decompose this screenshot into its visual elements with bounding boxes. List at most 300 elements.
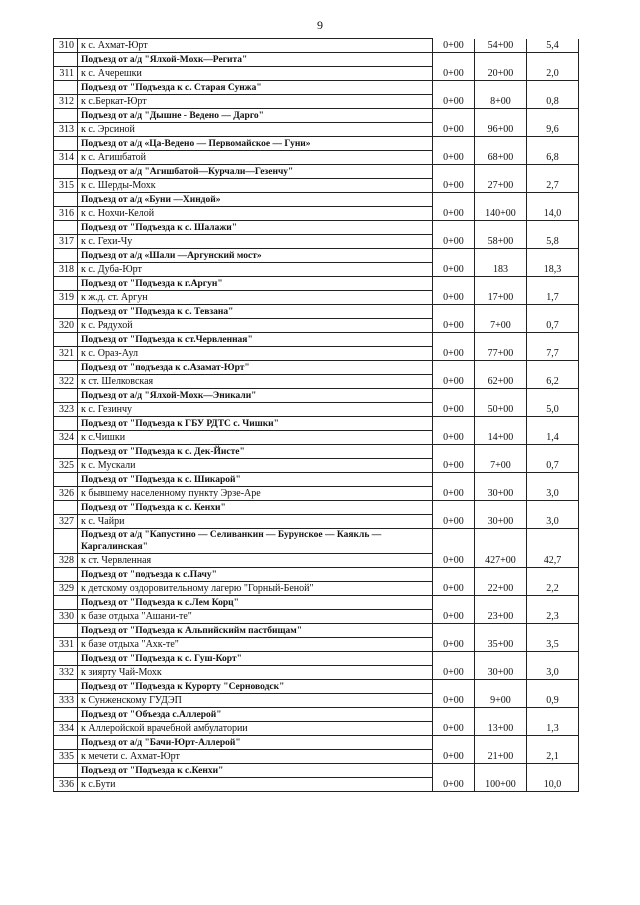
start-km: 0+00 <box>433 694 475 708</box>
start-km: 0+00 <box>433 179 475 193</box>
section-header-row <box>54 193 579 207</box>
table-row <box>54 459 579 473</box>
start-km <box>433 445 475 459</box>
end-km: 77+00 <box>475 347 527 361</box>
section-header-row <box>54 736 579 750</box>
table-row <box>54 291 579 305</box>
length-km <box>527 305 579 319</box>
start-km: 0+00 <box>433 263 475 277</box>
road-name: к с. Нохчи-Келой <box>78 207 433 221</box>
row-number: 329 <box>54 582 78 596</box>
start-km: 0+00 <box>433 638 475 652</box>
road-name: к с. Дуба-Юрт <box>78 263 433 277</box>
end-km <box>475 221 527 235</box>
start-km <box>433 277 475 291</box>
section-title: Подъезд от "Подъезда к Альпийскийм пастбищам" <box>78 624 433 638</box>
length-km: 2,0 <box>527 67 579 81</box>
length-km <box>527 501 579 515</box>
start-km: 0+00 <box>433 778 475 792</box>
section-title: Подъезд от а/д "Дышне - Ведено — Дарго" <box>78 109 433 123</box>
road-name: к базе отдыха "Ахк-те" <box>78 638 433 652</box>
start-km <box>433 361 475 375</box>
page-number: 9 <box>317 18 323 32</box>
start-km: 0+00 <box>433 487 475 501</box>
row-number <box>54 389 78 403</box>
length-km <box>527 417 579 431</box>
row-number <box>54 445 78 459</box>
table-row <box>54 151 579 165</box>
row-number: 322 <box>54 375 78 389</box>
row-number: 321 <box>54 347 78 361</box>
row-number <box>54 333 78 347</box>
end-km: 22+00 <box>475 582 527 596</box>
length-km <box>527 137 579 151</box>
road-name: к с. Рядухой <box>78 319 433 333</box>
section-header-row <box>54 708 579 722</box>
row-number: 316 <box>54 207 78 221</box>
section-header-row <box>54 249 579 263</box>
length-km: 14,0 <box>527 207 579 221</box>
section-header-row <box>54 53 579 67</box>
length-km <box>527 473 579 487</box>
start-km: 0+00 <box>433 95 475 109</box>
length-km: 0,7 <box>527 459 579 473</box>
row-number <box>54 764 78 778</box>
section-title: Подъезд от "Подъезда к с. Старая Сунжа" <box>78 81 433 95</box>
section-title: Подъезд от "Объезда с.Аллерой" <box>78 708 433 722</box>
table-row <box>54 319 579 333</box>
length-km <box>527 361 579 375</box>
start-km <box>433 109 475 123</box>
end-km: 21+00 <box>475 750 527 764</box>
length-km <box>527 652 579 666</box>
row-number <box>54 249 78 263</box>
road-name: к Сунженскому ГУДЭП <box>78 694 433 708</box>
length-km <box>527 445 579 459</box>
road-name: к с. Шерды-Мохк <box>78 179 433 193</box>
end-km <box>475 736 527 750</box>
start-km <box>433 389 475 403</box>
end-km <box>475 596 527 610</box>
row-number <box>54 165 78 179</box>
end-km <box>475 624 527 638</box>
road-name: к с.Бути <box>78 778 433 792</box>
road-name: к ст. Шелковская <box>78 375 433 389</box>
end-km <box>475 165 527 179</box>
length-km <box>527 53 579 67</box>
length-km <box>527 333 579 347</box>
section-title: Подъезд от "Подъезда к с. Шикарой" <box>78 473 433 487</box>
start-km <box>433 305 475 319</box>
length-km <box>527 277 579 291</box>
road-name: к с. Мускали <box>78 459 433 473</box>
section-title: Подъезд от "Подъезда к ГБУ РДТС с. Чишки" <box>78 417 433 431</box>
end-km: 68+00 <box>475 151 527 165</box>
row-number <box>54 568 78 582</box>
table-row <box>54 487 579 501</box>
section-title: Подъезд от "Подъезда к с. Дек-Йисте" <box>78 445 433 459</box>
row-number: 311 <box>54 67 78 81</box>
section-header-row <box>54 501 579 515</box>
start-km <box>433 529 475 554</box>
end-km <box>475 333 527 347</box>
end-km <box>475 708 527 722</box>
section-title: Подъезд от а/д "Капустино — Селиванкин — Бурунское — Каякль — Каргалинская" <box>78 529 433 554</box>
end-km <box>475 361 527 375</box>
road-name: к с. Ахмат-Юрт <box>78 39 433 53</box>
row-number: 320 <box>54 319 78 333</box>
section-title: Подъезд от "Подъезда к с. Гуш-Корт" <box>78 652 433 666</box>
length-km: 18,3 <box>527 263 579 277</box>
section-header-row <box>54 652 579 666</box>
end-km: 96+00 <box>475 123 527 137</box>
section-title: Подъезд от а/д «Шали —Аргунский мост» <box>78 249 433 263</box>
length-km: 0,7 <box>527 319 579 333</box>
table-row <box>54 582 579 596</box>
row-number <box>54 529 78 554</box>
start-km: 0+00 <box>433 610 475 624</box>
table-row <box>54 694 579 708</box>
row-number: 317 <box>54 235 78 249</box>
table-body <box>54 39 579 792</box>
length-km: 6,2 <box>527 375 579 389</box>
length-km: 2,1 <box>527 750 579 764</box>
section-title: Подъезд от "Подъезда к ст.Червленная" <box>78 333 433 347</box>
section-title: Подъезд от "подъезда к с.Азамат-Юрт" <box>78 361 433 375</box>
table-row <box>54 431 579 445</box>
end-km: 8+00 <box>475 95 527 109</box>
road-name: к с. Ораз-Аул <box>78 347 433 361</box>
section-header-row <box>54 361 579 375</box>
section-title: Подъезд от а/д "Ялхой-Мохк—Регита" <box>78 53 433 67</box>
end-km: 9+00 <box>475 694 527 708</box>
start-km <box>433 624 475 638</box>
end-km: 427+00 <box>475 554 527 568</box>
end-km <box>475 652 527 666</box>
start-km <box>433 81 475 95</box>
end-km: 17+00 <box>475 291 527 305</box>
table-row <box>54 67 579 81</box>
length-km <box>527 81 579 95</box>
section-header-row <box>54 529 579 554</box>
row-number <box>54 361 78 375</box>
section-header-row <box>54 417 579 431</box>
section-header-row <box>54 568 579 582</box>
length-km <box>527 109 579 123</box>
end-km <box>475 501 527 515</box>
end-km: 100+00 <box>475 778 527 792</box>
start-km <box>433 708 475 722</box>
length-km <box>527 221 579 235</box>
row-number: 323 <box>54 403 78 417</box>
section-title: Подъезд от "Подъезда к с. Тевзана" <box>78 305 433 319</box>
table-row <box>54 750 579 764</box>
section-header-row <box>54 81 579 95</box>
start-km: 0+00 <box>433 319 475 333</box>
row-number: 332 <box>54 666 78 680</box>
start-km: 0+00 <box>433 722 475 736</box>
row-number: 336 <box>54 778 78 792</box>
section-header-row <box>54 445 579 459</box>
road-name: к ст. Червленная <box>78 554 433 568</box>
row-number: 312 <box>54 95 78 109</box>
table-row <box>54 347 579 361</box>
row-number: 324 <box>54 431 78 445</box>
road-name: к с. Агишбатой <box>78 151 433 165</box>
start-km <box>433 568 475 582</box>
section-header-row <box>54 305 579 319</box>
end-km <box>475 53 527 67</box>
end-km <box>475 277 527 291</box>
length-km: 3,0 <box>527 487 579 501</box>
table-row <box>54 722 579 736</box>
road-name: к с. Ачерешки <box>78 67 433 81</box>
length-km: 1,7 <box>527 291 579 305</box>
start-km: 0+00 <box>433 39 475 53</box>
start-km <box>433 736 475 750</box>
row-number: 314 <box>54 151 78 165</box>
table-row <box>54 638 579 652</box>
start-km: 0+00 <box>433 67 475 81</box>
end-km: 58+00 <box>475 235 527 249</box>
end-km: 54+00 <box>475 39 527 53</box>
start-km <box>433 473 475 487</box>
table-row <box>54 554 579 568</box>
end-km <box>475 81 527 95</box>
start-km <box>433 764 475 778</box>
end-km: 50+00 <box>475 403 527 417</box>
length-km: 7,7 <box>527 347 579 361</box>
end-km: 13+00 <box>475 722 527 736</box>
section-title: Подъезд от а/д "Ялхой-Мохк—Эникали" <box>78 389 433 403</box>
length-km: 2,2 <box>527 582 579 596</box>
row-number <box>54 708 78 722</box>
start-km <box>433 165 475 179</box>
row-number <box>54 417 78 431</box>
table-row <box>54 515 579 529</box>
section-header-row <box>54 680 579 694</box>
table-row <box>54 666 579 680</box>
section-title: Подъезд от "Подъезда к г.Аргун" <box>78 277 433 291</box>
section-header-row <box>54 389 579 403</box>
section-title: Подъезд от а/д "Бачи-Юрт-Аллерой" <box>78 736 433 750</box>
length-km: 5,0 <box>527 403 579 417</box>
length-km <box>527 165 579 179</box>
table-row <box>54 263 579 277</box>
start-km: 0+00 <box>433 291 475 305</box>
section-title: Подъезд от "Подъезда к с.Кенхи" <box>78 764 433 778</box>
road-name: к Аллеройской врачебной амбулатории <box>78 722 433 736</box>
road-name: к мечети с. Ахмат-Юрт <box>78 750 433 764</box>
row-number <box>54 81 78 95</box>
end-km <box>475 417 527 431</box>
table-row <box>54 123 579 137</box>
length-km: 0,9 <box>527 694 579 708</box>
start-km <box>433 137 475 151</box>
road-name: к с. Гехи-Чу <box>78 235 433 249</box>
row-number: 310 <box>54 39 78 53</box>
row-number <box>54 736 78 750</box>
row-number: 319 <box>54 291 78 305</box>
end-km: 35+00 <box>475 638 527 652</box>
table-row <box>54 39 579 53</box>
road-name: к с.Чишки <box>78 431 433 445</box>
start-km: 0+00 <box>433 151 475 165</box>
row-number: 326 <box>54 487 78 501</box>
length-km: 2,3 <box>527 610 579 624</box>
length-km: 1,4 <box>527 431 579 445</box>
section-header-row <box>54 221 579 235</box>
start-km <box>433 652 475 666</box>
row-number: 325 <box>54 459 78 473</box>
start-km: 0+00 <box>433 347 475 361</box>
section-title: Подъезд от "Подъезда к с. Кенхи" <box>78 501 433 515</box>
length-km <box>527 708 579 722</box>
length-km: 5,8 <box>527 235 579 249</box>
start-km: 0+00 <box>433 375 475 389</box>
road-name: к ж.д. ст. Аргун <box>78 291 433 305</box>
end-km <box>475 305 527 319</box>
end-km <box>475 680 527 694</box>
start-km <box>433 501 475 515</box>
section-title: Подъезд от а/д «Ца-Ведено — Первомайское — Гуни» <box>78 137 433 151</box>
row-number: 327 <box>54 515 78 529</box>
row-number <box>54 137 78 151</box>
row-number: 313 <box>54 123 78 137</box>
start-km: 0+00 <box>433 123 475 137</box>
road-name: к детскому оздоровительному лагерю "Горный-Беной" <box>78 582 433 596</box>
end-km: 183 <box>475 263 527 277</box>
end-km: 7+00 <box>475 459 527 473</box>
section-header-row <box>54 333 579 347</box>
row-number <box>54 596 78 610</box>
start-km <box>433 53 475 67</box>
length-km: 5,4 <box>527 39 579 53</box>
start-km <box>433 417 475 431</box>
table-row <box>54 375 579 389</box>
length-km: 1,3 <box>527 722 579 736</box>
length-km: 10,0 <box>527 778 579 792</box>
row-number <box>54 501 78 515</box>
row-number <box>54 193 78 207</box>
section-title: Подъезд от а/д «Буни —Хиндой» <box>78 193 433 207</box>
section-header-row <box>54 137 579 151</box>
end-km: 140+00 <box>475 207 527 221</box>
length-km <box>527 249 579 263</box>
section-title: Подъезд от "Подъезда к с.Лем Корц" <box>78 596 433 610</box>
length-km <box>527 596 579 610</box>
start-km <box>433 680 475 694</box>
start-km <box>433 249 475 263</box>
section-header-row <box>54 624 579 638</box>
length-km <box>527 529 579 554</box>
end-km: 30+00 <box>475 666 527 680</box>
row-number: 328 <box>54 554 78 568</box>
end-km <box>475 109 527 123</box>
start-km: 0+00 <box>433 431 475 445</box>
end-km: 27+00 <box>475 179 527 193</box>
section-title: Подъезд от "подъезда к с.Пачу" <box>78 568 433 582</box>
end-km: 30+00 <box>475 487 527 501</box>
end-km: 14+00 <box>475 431 527 445</box>
section-header-row <box>54 277 579 291</box>
row-number: 333 <box>54 694 78 708</box>
row-number <box>54 624 78 638</box>
end-km <box>475 764 527 778</box>
end-km: 7+00 <box>475 319 527 333</box>
road-name: к с. Гезинчу <box>78 403 433 417</box>
table-row <box>54 403 579 417</box>
row-number <box>54 277 78 291</box>
start-km: 0+00 <box>433 207 475 221</box>
length-km <box>527 680 579 694</box>
start-km: 0+00 <box>433 666 475 680</box>
row-number <box>54 305 78 319</box>
end-km: 30+00 <box>475 515 527 529</box>
length-km: 0,8 <box>527 95 579 109</box>
end-km <box>475 193 527 207</box>
end-km: 62+00 <box>475 375 527 389</box>
road-name: к базе отдыха "Ашани-те" <box>78 610 433 624</box>
length-km: 3,5 <box>527 638 579 652</box>
start-km <box>433 333 475 347</box>
road-name: к бывшему населенному пункту Эрзе-Аре <box>78 487 433 501</box>
table-row <box>54 207 579 221</box>
section-header-row <box>54 109 579 123</box>
row-number: 331 <box>54 638 78 652</box>
section-title: Подъезд от а/д "Агишбатой—Курчали—Гезенчу" <box>78 165 433 179</box>
length-km: 3,0 <box>527 515 579 529</box>
table-row <box>54 95 579 109</box>
section-title: Подъезд от "Подъезда к с. Шалажи" <box>78 221 433 235</box>
row-number: 315 <box>54 179 78 193</box>
road-name: к с. Чайри <box>78 515 433 529</box>
row-number <box>54 53 78 67</box>
length-km: 42,7 <box>527 554 579 568</box>
row-number <box>54 680 78 694</box>
end-km <box>475 249 527 263</box>
table-row <box>54 610 579 624</box>
section-title: Подъезд от "Подъезда к Курорту "Серноводск" <box>78 680 433 694</box>
row-number <box>54 109 78 123</box>
table-row <box>54 235 579 249</box>
length-km <box>527 568 579 582</box>
row-number <box>54 221 78 235</box>
row-number: 334 <box>54 722 78 736</box>
start-km <box>433 596 475 610</box>
start-km <box>433 221 475 235</box>
row-number: 318 <box>54 263 78 277</box>
road-table <box>53 38 579 792</box>
road-name: к с. Эрсиной <box>78 123 433 137</box>
section-header-row <box>54 165 579 179</box>
road-name: к с.Беркат-Юрт <box>78 95 433 109</box>
road-name: к зиярту Чай-Мохк <box>78 666 433 680</box>
length-km <box>527 624 579 638</box>
table-row <box>54 778 579 792</box>
length-km: 2,7 <box>527 179 579 193</box>
length-km: 3,0 <box>527 666 579 680</box>
start-km: 0+00 <box>433 554 475 568</box>
start-km: 0+00 <box>433 582 475 596</box>
length-km: 9,6 <box>527 123 579 137</box>
length-km <box>527 389 579 403</box>
start-km <box>433 193 475 207</box>
start-km: 0+00 <box>433 750 475 764</box>
end-km <box>475 137 527 151</box>
section-header-row <box>54 596 579 610</box>
end-km <box>475 529 527 554</box>
